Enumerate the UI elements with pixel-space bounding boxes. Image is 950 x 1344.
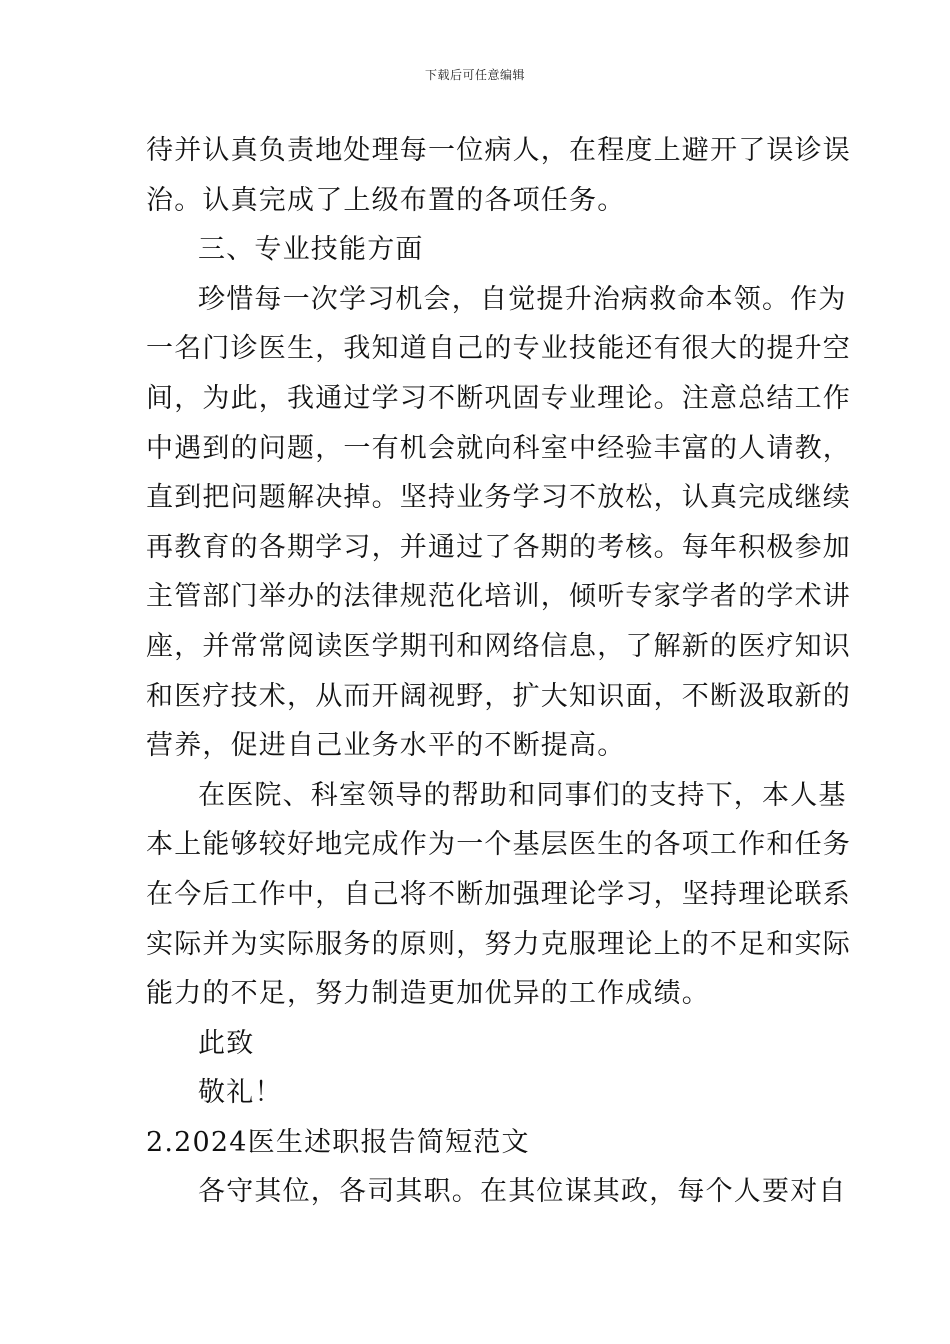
text-line: 能力的不足，努力制造更加优异的工作成绩。 [146,978,710,1010]
closing-line: 此致 [198,1027,255,1059]
text-line: 在今后工作中，自己将不断加强理论学习，坚持理论联系 [146,878,851,910]
text-line: 治。认真完成了上级布置的各项任务。 [146,184,626,216]
paragraph-start: 在医院、科室领导的帮助和同事们的支持下，本人基 [198,779,847,811]
text-line: 间，为此，我通过学习不断巩固专业理论。注意总结工作 [146,382,851,414]
text-line: 再教育的各期学习，并通过了各期的考核。每年积极参加 [146,531,851,563]
paragraph-start: 各守其位，各司其职。在其位谋其政，每个人要对自 [198,1176,847,1208]
document-body [146,126,851,1217]
text-line: 和医疗技术，从而开阔视野，扩大知识面，不断汲取新的 [146,680,851,712]
text-line: 实际并为实际服务的原则，努力克服理论上的不足和实际 [146,928,851,960]
page-header-note: 下载后可任意编辑 [424,68,525,82]
text-line: 直到把问题解决掉。坚持业务学习不放松，认真完成继续 [146,482,851,514]
section-heading: 三、专业技能方面 [198,234,424,266]
text-line: 主管部门举办的法律规范化培训，倾听专家学者的学术讲 [146,581,851,613]
article-title: 2.2024医生述职报告简短范文 [146,1126,530,1158]
salutation-line: 敬礼！ [198,1077,283,1109]
text-line: 座，并常常阅读医学期刊和网络信息，了解新的医疗知识 [146,630,851,662]
text-line: 一名门诊医生，我知道自己的专业技能还有很大的提升空 [146,333,851,365]
text-line: 本上能够较好地完成作为一个基层医生的各项工作和任务 [146,829,851,861]
paragraph-start: 珍惜每一次学习机会，自觉提升治病救命本领。作为 [198,283,847,315]
text-line: 营养，促进自己业务水平的不断提高。 [146,730,626,762]
text-line: 中遇到的问题，一有机会就向科室中经验丰富的人请教， [146,432,851,464]
text-line: 待并认真负责地处理每一位病人，在程度上避开了误诊误 [146,135,851,166]
